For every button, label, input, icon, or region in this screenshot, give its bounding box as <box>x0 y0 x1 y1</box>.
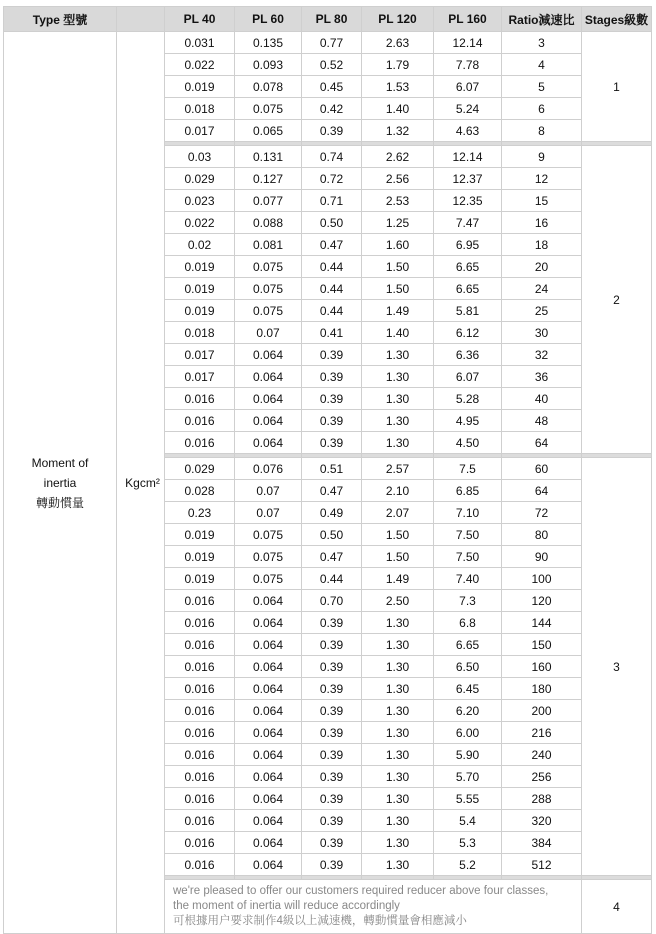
cell-pl60: 0.064 <box>235 832 302 854</box>
cell-pl80: 0.39 <box>302 722 362 744</box>
cell-pl80: 0.39 <box>302 854 362 876</box>
cell-pl80: 0.39 <box>302 678 362 700</box>
cell-ratio: 256 <box>502 766 582 788</box>
cell-pl160: 7.40 <box>434 568 502 590</box>
cell-pl40: 0.019 <box>165 524 235 546</box>
cell-ratio: 40 <box>502 388 582 410</box>
cell-ratio: 16 <box>502 212 582 234</box>
cell-pl120: 1.30 <box>362 612 434 634</box>
cell-pl80: 0.77 <box>302 32 362 54</box>
cell-pl40: 0.017 <box>165 366 235 388</box>
cell-ratio: 150 <box>502 634 582 656</box>
cell-pl120: 1.40 <box>362 98 434 120</box>
cell-pl160: 6.65 <box>434 634 502 656</box>
cell-pl60: 0.075 <box>235 256 302 278</box>
note-text: we're pleased to offer our customers required reducer above four classes, <box>173 885 549 897</box>
cell-pl120: 1.30 <box>362 678 434 700</box>
cell-ratio: 180 <box>502 678 582 700</box>
cell-pl40: 0.016 <box>165 722 235 744</box>
cell-ratio: 3 <box>502 32 582 54</box>
cell-pl60: 0.075 <box>235 300 302 322</box>
cell-pl120: 1.32 <box>362 120 434 142</box>
cell-ratio: 80 <box>502 524 582 546</box>
cell-pl60: 0.064 <box>235 744 302 766</box>
header-row <box>4 7 652 32</box>
cell-pl120: 1.30 <box>362 744 434 766</box>
header-pl120: PL 120 <box>362 7 434 32</box>
cell-pl160: 6.45 <box>434 678 502 700</box>
cell-pl80: 0.44 <box>302 278 362 300</box>
cell-pl80: 0.39 <box>302 810 362 832</box>
cell-pl60: 0.064 <box>235 344 302 366</box>
cell-pl40: 0.031 <box>165 32 235 54</box>
cell-ratio: 32 <box>502 344 582 366</box>
cell-pl160: 5.4 <box>434 810 502 832</box>
cell-pl120: 2.10 <box>362 480 434 502</box>
cell-ratio: 18 <box>502 234 582 256</box>
cell-pl60: 0.075 <box>235 278 302 300</box>
cell-pl160: 12.37 <box>434 168 502 190</box>
cell-pl40: 0.016 <box>165 854 235 876</box>
cell-ratio: 12 <box>502 168 582 190</box>
cell-pl60: 0.064 <box>235 766 302 788</box>
cell-ratio: 24 <box>502 278 582 300</box>
cell-pl40: 0.016 <box>165 634 235 656</box>
cell-pl160: 5.90 <box>434 744 502 766</box>
cell-ratio: 48 <box>502 410 582 432</box>
cell-pl120: 1.49 <box>362 300 434 322</box>
cell-pl40: 0.016 <box>165 590 235 612</box>
row-label-text: Moment of <box>31 455 89 470</box>
cell-ratio: 6 <box>502 98 582 120</box>
cell-ratio: 512 <box>502 854 582 876</box>
cell-pl80: 0.39 <box>302 120 362 142</box>
cell-pl160: 6.20 <box>434 700 502 722</box>
cell-pl120: 1.30 <box>362 854 434 876</box>
row-label-cell <box>4 32 117 934</box>
cell-pl160: 5.55 <box>434 788 502 810</box>
cell-pl160: 6.07 <box>434 366 502 388</box>
cell-pl120: 1.30 <box>362 410 434 432</box>
table-body <box>4 32 652 934</box>
cell-ratio: 60 <box>502 458 582 480</box>
header-type: Type 型號 <box>4 7 117 32</box>
cell-ratio: 90 <box>502 546 582 568</box>
cell-pl160: 5.81 <box>434 300 502 322</box>
cell-ratio: 8 <box>502 120 582 142</box>
cell-pl80: 0.45 <box>302 76 362 98</box>
cell-pl40: 0.018 <box>165 98 235 120</box>
cell-pl120: 1.60 <box>362 234 434 256</box>
cell-pl80: 0.52 <box>302 54 362 76</box>
cell-pl60: 0.075 <box>235 546 302 568</box>
cell-pl40: 0.016 <box>165 744 235 766</box>
cell-pl160: 5.70 <box>434 766 502 788</box>
cell-pl60: 0.064 <box>235 410 302 432</box>
cell-pl60: 0.077 <box>235 190 302 212</box>
cell-pl160: 7.5 <box>434 458 502 480</box>
row-label-text: inertia <box>43 475 77 490</box>
cell-pl80: 0.44 <box>302 568 362 590</box>
cell-pl80: 0.47 <box>302 546 362 568</box>
cell-pl160: 6.12 <box>434 322 502 344</box>
cell-pl60: 0.078 <box>235 76 302 98</box>
cell-pl120: 1.50 <box>362 256 434 278</box>
note-cell <box>165 880 582 934</box>
cell-pl120: 1.30 <box>362 832 434 854</box>
cell-pl160: 5.2 <box>434 854 502 876</box>
cell-pl160: 6.50 <box>434 656 502 678</box>
cell-pl120: 1.50 <box>362 546 434 568</box>
cell-pl120: 1.79 <box>362 54 434 76</box>
cell-pl60: 0.075 <box>235 568 302 590</box>
cell-pl60: 0.135 <box>235 32 302 54</box>
cell-ratio: 216 <box>502 722 582 744</box>
cell-ratio: 120 <box>502 590 582 612</box>
cell-ratio: 144 <box>502 612 582 634</box>
cell-ratio: 64 <box>502 480 582 502</box>
cell-pl120: 1.30 <box>362 388 434 410</box>
cell-pl40: 0.022 <box>165 54 235 76</box>
cell-pl120: 2.56 <box>362 168 434 190</box>
cell-pl80: 0.39 <box>302 634 362 656</box>
cell-ratio: 240 <box>502 744 582 766</box>
cell-pl40: 0.016 <box>165 656 235 678</box>
unit-cell: Kgcm² <box>117 32 165 934</box>
header-pl80: PL 80 <box>302 7 362 32</box>
cell-pl80: 0.39 <box>302 766 362 788</box>
cell-ratio: 5 <box>502 76 582 98</box>
cell-pl80: 0.39 <box>302 656 362 678</box>
cell-pl120: 1.53 <box>362 76 434 98</box>
header-ratio: Ratio減速比 <box>502 7 582 32</box>
cell-pl40: 0.029 <box>165 458 235 480</box>
table-row <box>4 32 652 54</box>
cell-ratio: 36 <box>502 366 582 388</box>
cell-pl160: 4.63 <box>434 120 502 142</box>
cell-ratio: 30 <box>502 322 582 344</box>
cell-pl120: 1.30 <box>362 344 434 366</box>
cell-pl160: 7.50 <box>434 546 502 568</box>
cell-pl80: 0.39 <box>302 788 362 810</box>
cell-pl160: 4.50 <box>434 432 502 454</box>
cell-pl160: 7.78 <box>434 54 502 76</box>
cell-pl160: 7.3 <box>434 590 502 612</box>
cell-pl60: 0.081 <box>235 234 302 256</box>
cell-pl40: 0.023 <box>165 190 235 212</box>
cell-pl40: 0.016 <box>165 388 235 410</box>
cell-pl120: 1.40 <box>362 322 434 344</box>
cell-ratio: 200 <box>502 700 582 722</box>
cell-pl80: 0.44 <box>302 300 362 322</box>
stage-cell: 1 <box>582 32 652 142</box>
cell-pl160: 12.14 <box>434 32 502 54</box>
cell-pl40: 0.019 <box>165 278 235 300</box>
cell-pl80: 0.39 <box>302 410 362 432</box>
cell-pl160: 6.8 <box>434 612 502 634</box>
cell-pl160: 7.47 <box>434 212 502 234</box>
header-pl160: PL 160 <box>434 7 502 32</box>
cell-pl40: 0.016 <box>165 832 235 854</box>
cell-pl60: 0.064 <box>235 366 302 388</box>
header-pl40: PL 40 <box>165 7 235 32</box>
cell-ratio: 15 <box>502 190 582 212</box>
cell-pl40: 0.016 <box>165 678 235 700</box>
cell-pl80: 0.47 <box>302 234 362 256</box>
cell-pl80: 0.39 <box>302 366 362 388</box>
cell-pl160: 12.14 <box>434 146 502 168</box>
row-label-text: 轉動慣量 <box>35 495 84 510</box>
cell-pl60: 0.064 <box>235 700 302 722</box>
cell-pl40: 0.017 <box>165 120 235 142</box>
cell-pl120: 1.30 <box>362 766 434 788</box>
cell-pl160: 6.65 <box>434 256 502 278</box>
cell-pl60: 0.131 <box>235 146 302 168</box>
header-blank <box>117 7 165 32</box>
cell-ratio: 4 <box>502 54 582 76</box>
cell-pl60: 0.064 <box>235 656 302 678</box>
cell-pl80: 0.50 <box>302 212 362 234</box>
cell-pl80: 0.39 <box>302 388 362 410</box>
cell-pl120: 1.30 <box>362 366 434 388</box>
cell-pl60: 0.093 <box>235 54 302 76</box>
cell-pl80: 0.39 <box>302 832 362 854</box>
inertia-spec-table <box>3 6 652 934</box>
cell-pl60: 0.07 <box>235 322 302 344</box>
cell-pl80: 0.47 <box>302 480 362 502</box>
cell-pl60: 0.064 <box>235 810 302 832</box>
cell-pl40: 0.029 <box>165 168 235 190</box>
cell-pl120: 2.63 <box>362 32 434 54</box>
cell-pl120: 1.50 <box>362 278 434 300</box>
cell-pl40: 0.016 <box>165 432 235 454</box>
cell-pl40: 0.028 <box>165 480 235 502</box>
cell-pl120: 2.53 <box>362 190 434 212</box>
cell-ratio: 384 <box>502 832 582 854</box>
stage-cell: 3 <box>582 458 652 876</box>
cell-pl160: 6.85 <box>434 480 502 502</box>
cell-ratio: 25 <box>502 300 582 322</box>
cell-pl60: 0.064 <box>235 590 302 612</box>
cell-pl40: 0.02 <box>165 234 235 256</box>
cell-ratio: 64 <box>502 432 582 454</box>
cell-pl120: 2.57 <box>362 458 434 480</box>
cell-pl40: 0.019 <box>165 546 235 568</box>
cell-pl60: 0.07 <box>235 480 302 502</box>
cell-pl60: 0.075 <box>235 524 302 546</box>
cell-pl120: 1.30 <box>362 810 434 832</box>
cell-pl80: 0.74 <box>302 146 362 168</box>
cell-pl60: 0.076 <box>235 458 302 480</box>
cell-pl120: 1.25 <box>362 212 434 234</box>
cell-pl80: 0.71 <box>302 190 362 212</box>
cell-pl160: 5.24 <box>434 98 502 120</box>
cell-pl80: 0.42 <box>302 98 362 120</box>
cell-pl60: 0.075 <box>235 98 302 120</box>
note-text: 可根據用户要求制作4級以上減速機，轉動慣量會相應減小 <box>173 915 467 927</box>
cell-ratio: 160 <box>502 656 582 678</box>
cell-pl160: 7.10 <box>434 502 502 524</box>
cell-pl160: 6.65 <box>434 278 502 300</box>
cell-pl80: 0.51 <box>302 458 362 480</box>
cell-ratio: 100 <box>502 568 582 590</box>
cell-ratio: 20 <box>502 256 582 278</box>
cell-pl80: 0.49 <box>302 502 362 524</box>
cell-pl40: 0.018 <box>165 322 235 344</box>
cell-ratio: 72 <box>502 502 582 524</box>
cell-pl80: 0.39 <box>302 744 362 766</box>
cell-pl40: 0.016 <box>165 810 235 832</box>
cell-pl40: 0.016 <box>165 766 235 788</box>
cell-pl80: 0.39 <box>302 344 362 366</box>
cell-pl60: 0.064 <box>235 612 302 634</box>
header-stages: Stages級數 <box>582 7 652 32</box>
cell-pl160: 5.28 <box>434 388 502 410</box>
cell-pl40: 0.23 <box>165 502 235 524</box>
cell-pl160: 4.95 <box>434 410 502 432</box>
note-text: the moment of inertia will reduce accordingly <box>173 900 400 912</box>
cell-pl160: 6.95 <box>434 234 502 256</box>
cell-pl40: 0.019 <box>165 568 235 590</box>
cell-pl120: 2.07 <box>362 502 434 524</box>
cell-pl120: 1.30 <box>362 656 434 678</box>
cell-pl80: 0.39 <box>302 612 362 634</box>
cell-pl40: 0.016 <box>165 788 235 810</box>
cell-pl60: 0.07 <box>235 502 302 524</box>
cell-pl40: 0.019 <box>165 76 235 98</box>
cell-pl60: 0.065 <box>235 120 302 142</box>
cell-ratio: 9 <box>502 146 582 168</box>
cell-pl40: 0.017 <box>165 344 235 366</box>
cell-pl120: 1.30 <box>362 634 434 656</box>
cell-pl40: 0.016 <box>165 612 235 634</box>
cell-pl120: 2.50 <box>362 590 434 612</box>
cell-pl80: 0.50 <box>302 524 362 546</box>
cell-pl120: 1.30 <box>362 788 434 810</box>
cell-pl120: 1.30 <box>362 432 434 454</box>
cell-pl160: 7.50 <box>434 524 502 546</box>
cell-ratio: 320 <box>502 810 582 832</box>
cell-pl120: 1.30 <box>362 722 434 744</box>
cell-pl80: 0.72 <box>302 168 362 190</box>
cell-pl80: 0.70 <box>302 590 362 612</box>
cell-pl40: 0.016 <box>165 700 235 722</box>
cell-pl60: 0.064 <box>235 634 302 656</box>
cell-pl160: 6.36 <box>434 344 502 366</box>
cell-ratio: 288 <box>502 788 582 810</box>
cell-pl60: 0.127 <box>235 168 302 190</box>
cell-pl40: 0.03 <box>165 146 235 168</box>
cell-pl80: 0.41 <box>302 322 362 344</box>
cell-pl80: 0.44 <box>302 256 362 278</box>
cell-pl60: 0.064 <box>235 722 302 744</box>
cell-pl60: 0.064 <box>235 678 302 700</box>
cell-pl40: 0.016 <box>165 410 235 432</box>
cell-pl160: 12.35 <box>434 190 502 212</box>
cell-pl60: 0.064 <box>235 854 302 876</box>
stage-cell: 2 <box>582 146 652 454</box>
cell-pl40: 0.022 <box>165 212 235 234</box>
cell-pl120: 2.62 <box>362 146 434 168</box>
cell-pl60: 0.064 <box>235 788 302 810</box>
cell-pl60: 0.064 <box>235 388 302 410</box>
cell-pl160: 6.00 <box>434 722 502 744</box>
header-pl60: PL 60 <box>235 7 302 32</box>
cell-pl40: 0.019 <box>165 300 235 322</box>
cell-pl160: 5.3 <box>434 832 502 854</box>
cell-pl120: 1.50 <box>362 524 434 546</box>
cell-pl160: 6.07 <box>434 76 502 98</box>
cell-pl60: 0.064 <box>235 432 302 454</box>
cell-pl80: 0.39 <box>302 432 362 454</box>
cell-pl60: 0.088 <box>235 212 302 234</box>
cell-pl120: 1.49 <box>362 568 434 590</box>
cell-pl80: 0.39 <box>302 700 362 722</box>
cell-pl40: 0.019 <box>165 256 235 278</box>
cell-pl120: 1.30 <box>362 700 434 722</box>
stage-cell: 4 <box>582 880 652 934</box>
